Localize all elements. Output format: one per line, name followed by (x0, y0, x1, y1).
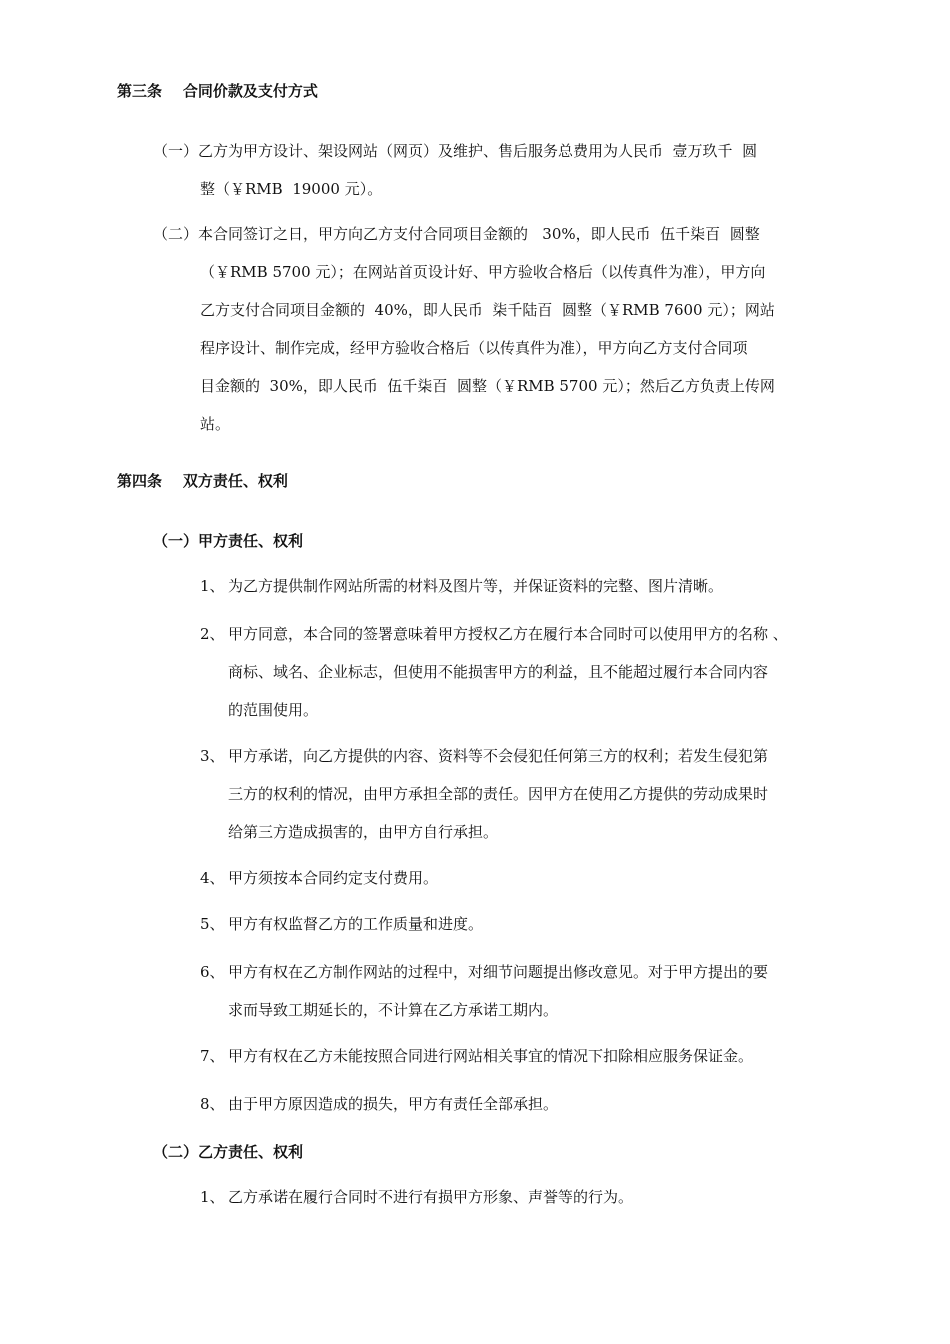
item-text: 给第三方造成损害的，由甲方自行承担。 (228, 823, 499, 841)
party-a-item-1 (200, 576, 845, 614)
item-text: 甲方同意，本合同的签署意味着甲方授权乙方在履行本合同时可以使用甲方的名称 、 (228, 625, 788, 643)
party-b-heading: （二）乙方责任、权利 (153, 1143, 304, 1161)
item-text: 由于甲方原因造成的损失，甲方有责任全部承担。 (228, 1095, 559, 1113)
item-text: 乙方承诺在履行合同时不进行有损甲方形象、声誉等的行为。 (228, 1188, 634, 1206)
clause-line: （一）乙方为甲方设计、架设网站（网页）及维护、售后服务总费用为人民币 壹万玖千 圆 (153, 142, 758, 160)
item-text: 甲方有权在乙方制作网站的过程中，对细节问题提出修改意见。对于甲方提出的要 (228, 963, 769, 981)
item-number: 5、 (200, 915, 225, 933)
item-number: 2、 (200, 625, 225, 643)
item-number: 3、 (200, 747, 225, 765)
party-a-item-7 (200, 1046, 845, 1084)
party-a-item-5 (200, 914, 845, 952)
article-3-clause-1 (153, 141, 843, 217)
party-a-item-8 (200, 1094, 845, 1132)
clause-line: （二）本合同签订之日，甲方向乙方支付合同项目金额的 30%，即人民币 伍千柒百 圆整 (153, 225, 760, 243)
item-text: 商标、域名、企业标志，但使用不能损害甲方的利益，且不能超过履行本合同内容 (228, 663, 769, 681)
item-text: 甲方承诺，向乙方提供的内容、资料等不会侵犯任何第三方的权利；若发生侵犯第 (228, 747, 769, 765)
item-text: 的范围使用。 (228, 701, 319, 719)
article-3-clause-2 (153, 224, 843, 452)
item-number: 6、 (200, 963, 225, 981)
party-b-item-1 (200, 1187, 845, 1225)
item-number: 1、 (200, 1188, 225, 1206)
clause-line: 站。 (200, 415, 231, 433)
item-text: 求而导致工期延长的，不计算在乙方承诺工期内。 (228, 1001, 559, 1019)
party-a-item-3 (200, 746, 845, 860)
article-4-heading: 第四条 双方责任、权利 (117, 472, 288, 490)
clause-line: 整（￥RMB 19000 元）。 (200, 180, 383, 198)
party-a-heading: （一）甲方责任、权利 (153, 532, 304, 550)
party-a-item-6 (200, 962, 845, 1038)
article-3-heading: 第三条 合同价款及支付方式 (117, 82, 318, 100)
party-a-item-2 (200, 624, 845, 738)
item-number: 7、 (200, 1047, 225, 1065)
item-text: 三方的权利的情况，由甲方承担全部的责任。因甲方在使用乙方提供的劳动成果时 (228, 785, 769, 803)
item-text: 甲方有权监督乙方的工作质量和进度。 (228, 915, 484, 933)
item-number: 1、 (200, 577, 225, 595)
item-text: 为乙方提供制作网站所需的材料及图片等，并保证资料的完整、图片清晰。 (228, 577, 724, 595)
item-number: 8、 (200, 1095, 225, 1113)
clause-line: 程序设计、制作完成，经甲方验收合格后（以传真件为准），甲方向乙方支付合同项 (200, 339, 748, 357)
item-text: 甲方有权在乙方未能按照合同进行网站相关事宜的情况下扣除相应服务保证金。 (228, 1047, 754, 1065)
clause-line: 目金额的 30%，即人民币 伍千柒百 圆整（￥RMB 5700 元）；然后乙方负责上传网 (200, 377, 775, 395)
clause-line: （￥RMB 5700 元）；在网站首页设计好、甲方验收合格后（以传真件为准），甲方向 (200, 263, 766, 281)
item-number: 4、 (200, 869, 225, 887)
party-a-item-4 (200, 868, 845, 906)
item-text: 甲方须按本合同约定支付费用。 (228, 869, 439, 887)
clause-line: 乙方支付合同项目金额的 40%，即人民币 柒千陆百 圆整（￥RMB 7600 元）；网站 (200, 301, 775, 319)
